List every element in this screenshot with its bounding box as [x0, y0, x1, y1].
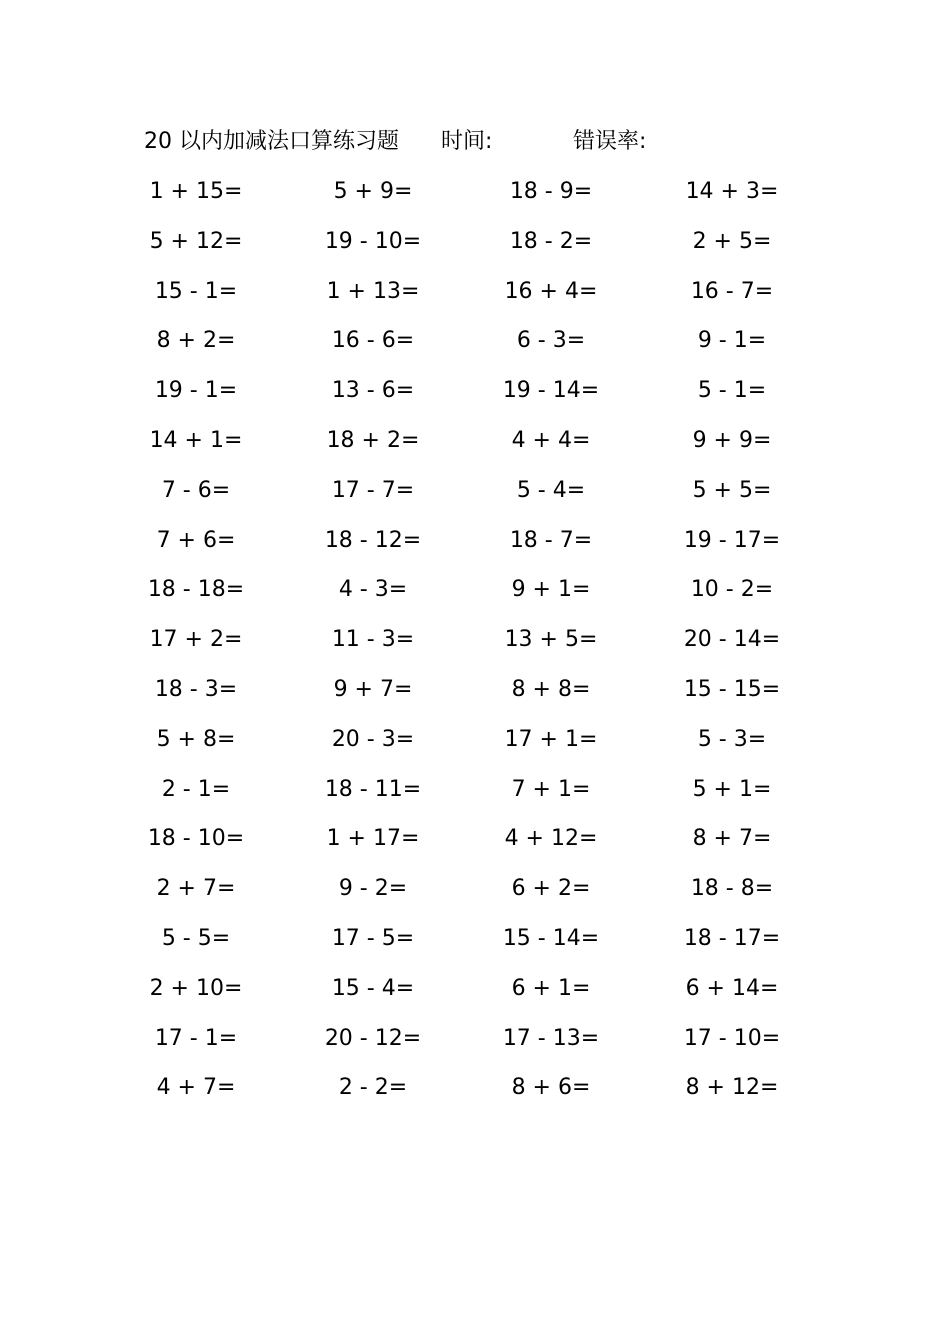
problem-row: [0, 471, 950, 521]
problem-row: [0, 570, 950, 620]
problem-row: [0, 421, 950, 471]
problem-item: 17 - 13=: [502, 1025, 600, 1051]
problem-item: 5 - 3=: [697, 726, 767, 752]
problem-item: 19 - 14=: [502, 378, 600, 404]
problem-item: 5 - 5=: [161, 925, 231, 951]
problem-row: [0, 172, 950, 222]
problem-item: 8 + 8=: [511, 676, 591, 702]
problem-item: 9 + 7=: [333, 676, 413, 702]
problem-item: 8 + 2=: [156, 328, 236, 354]
problem-item: 5 + 9=: [333, 179, 413, 204]
problem-item: 18 + 2=: [326, 427, 420, 453]
problem-item: 18 - 10=: [147, 826, 245, 852]
problem-item: 2 + 10=: [149, 975, 243, 1001]
problem-item: 13 - 6=: [331, 378, 415, 404]
error-rate-label: 错误率:: [573, 129, 647, 154]
problem-row: [0, 521, 950, 571]
time-label: 时间:: [441, 129, 493, 154]
problem-item: 18 - 8=: [690, 876, 774, 902]
problem-item: 16 + 4=: [504, 278, 598, 304]
problem-item: 14 + 1=: [149, 427, 243, 453]
problem-item: 13 + 5=: [504, 627, 598, 653]
problem-item: 15 - 14=: [502, 925, 600, 951]
problem-item: 10 - 2=: [690, 577, 774, 603]
problem-item: 14 + 3=: [685, 179, 779, 204]
problem-row: [0, 222, 950, 272]
problem-item: 4 + 12=: [504, 826, 598, 852]
problem-item: 19 - 17=: [683, 527, 781, 553]
problem-item: 1 + 13=: [326, 278, 420, 304]
problem-item: 15 - 1=: [154, 278, 238, 304]
problem-item: 11 - 3=: [331, 627, 415, 653]
problem-item: 18 - 11=: [324, 776, 422, 802]
problem-item: 8 + 6=: [511, 1075, 591, 1101]
problem-item: 9 + 1=: [511, 577, 591, 603]
problem-item: 9 + 9=: [692, 427, 772, 453]
problem-item: 1 + 15=: [149, 179, 243, 204]
problem-row: [0, 670, 950, 720]
problem-item: 20 - 3=: [331, 726, 415, 752]
problem-item: 5 + 12=: [149, 228, 243, 254]
problem-item: 5 + 5=: [692, 477, 772, 503]
problem-item: 2 - 1=: [161, 776, 231, 802]
problem-item: 5 - 1=: [697, 378, 767, 404]
problem-item: 7 + 1=: [511, 776, 591, 802]
problem-row: [0, 819, 950, 869]
problem-item: 16 - 7=: [690, 278, 774, 304]
problem-item: 17 - 10=: [683, 1025, 781, 1051]
problem-row: [0, 272, 950, 322]
problem-item: 15 - 4=: [331, 975, 415, 1001]
problem-item: 16 - 6=: [331, 328, 415, 354]
problem-item: 20 - 14=: [683, 627, 781, 653]
problem-item: 18 - 7=: [509, 527, 593, 553]
problem-row: [0, 720, 950, 770]
problem-item: 6 - 3=: [516, 328, 586, 354]
problem-item: 1 + 17=: [326, 826, 420, 852]
problem-row: [0, 770, 950, 820]
problem-grid: [0, 172, 950, 1118]
problem-item: 6 + 2=: [511, 876, 591, 902]
problem-item: 5 - 4=: [516, 477, 586, 503]
problem-item: 15 - 15=: [683, 676, 781, 702]
problem-item: 8 + 7=: [692, 826, 772, 852]
problem-item: 7 + 6=: [156, 527, 236, 553]
problem-item: 2 - 2=: [338, 1075, 408, 1101]
problem-item: 6 + 14=: [685, 975, 779, 1001]
problem-item: 17 + 1=: [504, 726, 598, 752]
problem-item: 9 - 1=: [697, 328, 767, 354]
problem-item: 19 - 10=: [324, 228, 422, 254]
worksheet-title: 20 以内加减法口算练习题: [144, 129, 399, 154]
problem-item: 18 - 17=: [683, 925, 781, 951]
problem-row: [0, 919, 950, 969]
problem-item: 5 + 1=: [692, 776, 772, 802]
problem-item: 18 - 18=: [147, 577, 245, 603]
problem-row: [0, 321, 950, 371]
worksheet-header: [0, 124, 950, 160]
problem-row: [0, 1068, 950, 1118]
problem-item: 6 + 1=: [511, 975, 591, 1001]
problem-item: 17 - 7=: [331, 477, 415, 503]
problem-item: 17 + 2=: [149, 627, 243, 653]
problem-item: 4 + 7=: [156, 1075, 236, 1101]
problem-row: [0, 620, 950, 670]
problem-item: 4 + 4=: [511, 427, 591, 453]
problem-item: 18 - 3=: [154, 676, 238, 702]
problem-item: 2 + 7=: [156, 876, 236, 902]
problem-row: [0, 969, 950, 1019]
problem-item: 4 - 3=: [338, 577, 408, 603]
problem-item: 2 + 5=: [692, 228, 772, 254]
problem-item: 17 - 5=: [331, 925, 415, 951]
problem-item: 9 - 2=: [338, 876, 408, 902]
problem-item: 8 + 12=: [685, 1075, 779, 1101]
problem-row: [0, 371, 950, 421]
problem-item: 7 - 6=: [161, 477, 231, 503]
problem-item: 18 - 9=: [509, 179, 593, 204]
problem-item: 17 - 1=: [154, 1025, 238, 1051]
problem-row: [0, 1019, 950, 1069]
problem-item: 19 - 1=: [154, 378, 238, 404]
problem-row: [0, 869, 950, 919]
problem-item: 18 - 12=: [324, 527, 422, 553]
problem-item: 5 + 8=: [156, 726, 236, 752]
problem-item: 20 - 12=: [324, 1025, 422, 1051]
problem-item: 18 - 2=: [509, 228, 593, 254]
